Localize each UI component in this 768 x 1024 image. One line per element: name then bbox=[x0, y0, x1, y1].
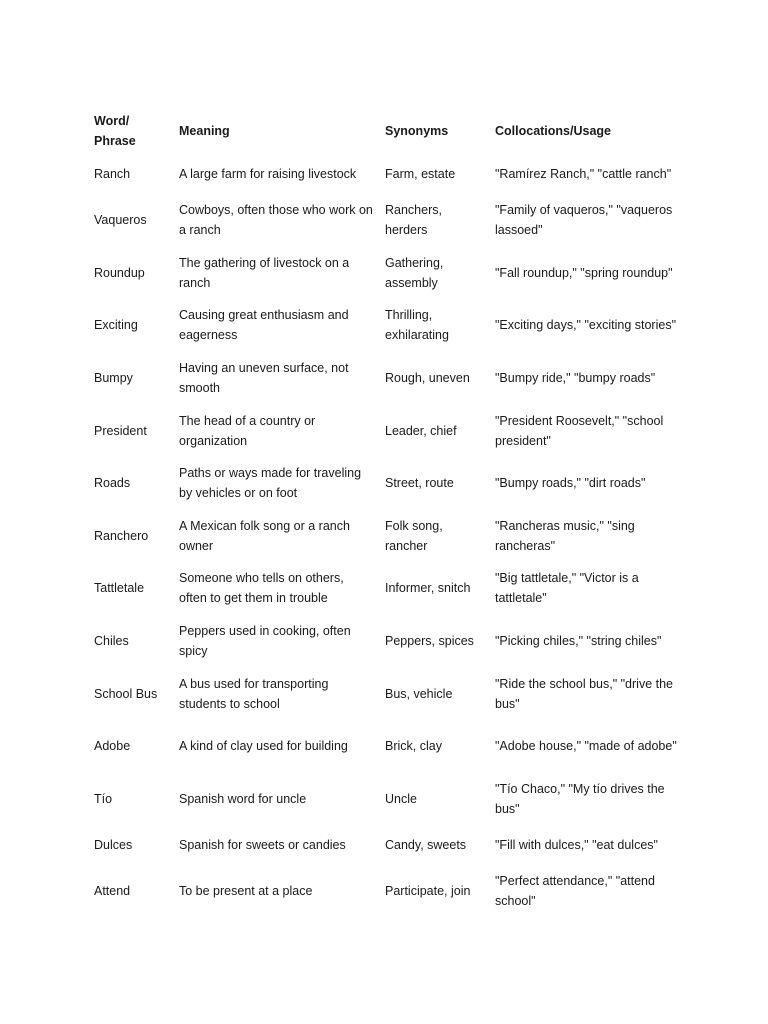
cell-word: Tío bbox=[94, 791, 113, 806]
table-row bbox=[88, 457, 688, 510]
cell-synonyms: Uncle bbox=[385, 791, 417, 806]
cell-usage: "Big tattletale," "Victor is a tattletale" bbox=[495, 571, 639, 606]
table-row bbox=[88, 510, 688, 563]
cell-word: Chiles bbox=[94, 634, 129, 649]
header-meaning: Meaning bbox=[179, 124, 230, 138]
cell-meaning: A Mexican folk song or a ranch owner bbox=[179, 518, 350, 553]
cell-synonyms: Gathering, assembly bbox=[385, 255, 444, 290]
cell-synonyms: Leader, chief bbox=[385, 423, 457, 438]
cell-meaning: Peppers used in cooking, often spicy bbox=[179, 624, 351, 659]
cell-word: Vaqueros bbox=[94, 213, 147, 228]
cell-synonyms: Farm, estate bbox=[385, 167, 456, 181]
cell-word: Roundup bbox=[94, 265, 145, 280]
cell-synonyms: Candy, sweets bbox=[385, 838, 467, 853]
cell-usage: "Family of vaqueros," "vaqueros lassoed" bbox=[495, 203, 673, 238]
cell-word: Roads bbox=[94, 476, 131, 491]
cell-meaning: A kind of clay used for building bbox=[179, 739, 348, 754]
cell-meaning: The head of a country or organization bbox=[179, 413, 316, 448]
cell-meaning: A bus used for transporting students to school bbox=[179, 676, 329, 711]
cell-meaning: Spanish for sweets or candies bbox=[179, 838, 346, 853]
header-row bbox=[88, 108, 688, 154]
cell-synonyms: Thrilling, exhilarating bbox=[385, 308, 449, 343]
cell-word: Dulces bbox=[94, 838, 133, 853]
table-row bbox=[88, 352, 688, 405]
cell-meaning: Spanish word for uncle bbox=[179, 791, 307, 806]
table-row bbox=[88, 194, 688, 247]
cell-word: Ranch bbox=[94, 167, 131, 181]
cell-meaning: Paths or ways made for traveling by vehicles or on foot bbox=[179, 466, 362, 501]
cell-word: Exciting bbox=[94, 318, 138, 333]
cell-meaning: To be present at a place bbox=[179, 884, 313, 899]
cell-synonyms: Ranchers, herders bbox=[385, 203, 442, 238]
table-body bbox=[88, 154, 688, 918]
cell-word: Adobe bbox=[94, 739, 131, 754]
header-synonyms: Synonyms bbox=[385, 124, 449, 138]
cell-word: School Bus bbox=[94, 686, 158, 701]
cell-usage: "Rancheras music," "sing rancheras" bbox=[495, 518, 635, 553]
cell-meaning: Having an uneven surface, not smooth bbox=[179, 361, 349, 396]
cell-word: Ranchero bbox=[94, 528, 149, 543]
cell-usage: "Bumpy ride," "bumpy roads" bbox=[495, 371, 656, 386]
cell-usage: "Bumpy roads," "dirt roads" bbox=[495, 476, 646, 491]
cell-word: Attend bbox=[94, 884, 131, 899]
cell-usage: "Picking chiles," "string chiles" bbox=[495, 634, 662, 649]
cell-meaning: A large farm for raising livestock bbox=[179, 167, 357, 181]
cell-synonyms: Informer, snitch bbox=[385, 581, 471, 596]
cell-synonyms: Bus, vehicle bbox=[385, 686, 453, 701]
table-row bbox=[88, 404, 688, 457]
cell-synonyms: Folk song, rancher bbox=[385, 518, 443, 553]
cell-usage: "Adobe house," "made of adobe" bbox=[495, 739, 677, 754]
table-row bbox=[88, 720, 688, 773]
cell-word: Tattletale bbox=[94, 581, 145, 596]
cell-usage: "Fill with dulces," "eat dulces" bbox=[495, 838, 658, 853]
cell-meaning: Someone who tells on others, often to get them in trouble bbox=[179, 571, 344, 606]
cell-usage: "President Roosevelt," "school president" bbox=[495, 413, 664, 448]
cell-usage: "Perfect attendance," "attend school" bbox=[495, 874, 655, 909]
cell-synonyms: Street, route bbox=[385, 476, 454, 491]
cell-meaning: Cowboys, often those who work on a ranch bbox=[179, 203, 373, 238]
vocabulary-table bbox=[88, 108, 688, 918]
cell-usage: "Tío Chaco," "My tío drives the bus" bbox=[495, 781, 665, 816]
cell-word: President bbox=[94, 423, 147, 438]
cell-synonyms: Peppers, spices bbox=[385, 634, 474, 649]
cell-usage: "Ramírez Ranch," "cattle ranch" bbox=[495, 167, 672, 181]
cell-synonyms: Participate, join bbox=[385, 884, 471, 899]
table-row bbox=[88, 154, 688, 194]
table-row bbox=[88, 299, 688, 352]
table-row bbox=[88, 562, 688, 615]
cell-synonyms: Brick, clay bbox=[385, 739, 442, 754]
cell-meaning: Causing great enthusiasm and eagerness bbox=[179, 308, 349, 343]
table-row bbox=[88, 247, 688, 300]
cell-meaning: The gathering of livestock on a ranch bbox=[179, 255, 350, 290]
table-header bbox=[88, 108, 688, 154]
cell-usage: "Exciting days," "exciting stories" bbox=[495, 318, 677, 333]
table-row bbox=[88, 825, 688, 865]
cell-word: Bumpy bbox=[94, 371, 133, 386]
table-row bbox=[88, 667, 688, 720]
cell-usage: "Fall roundup," "spring roundup" bbox=[495, 265, 673, 280]
header-word: Word/ Phrase bbox=[94, 114, 136, 148]
table-row bbox=[88, 615, 688, 668]
cell-synonyms: Rough, uneven bbox=[385, 371, 470, 386]
table-row bbox=[88, 773, 688, 826]
cell-usage: "Ride the school bus," "drive the bus" bbox=[495, 676, 673, 711]
table-row bbox=[88, 865, 688, 918]
header-usage: Collocations/Usage bbox=[495, 124, 611, 138]
